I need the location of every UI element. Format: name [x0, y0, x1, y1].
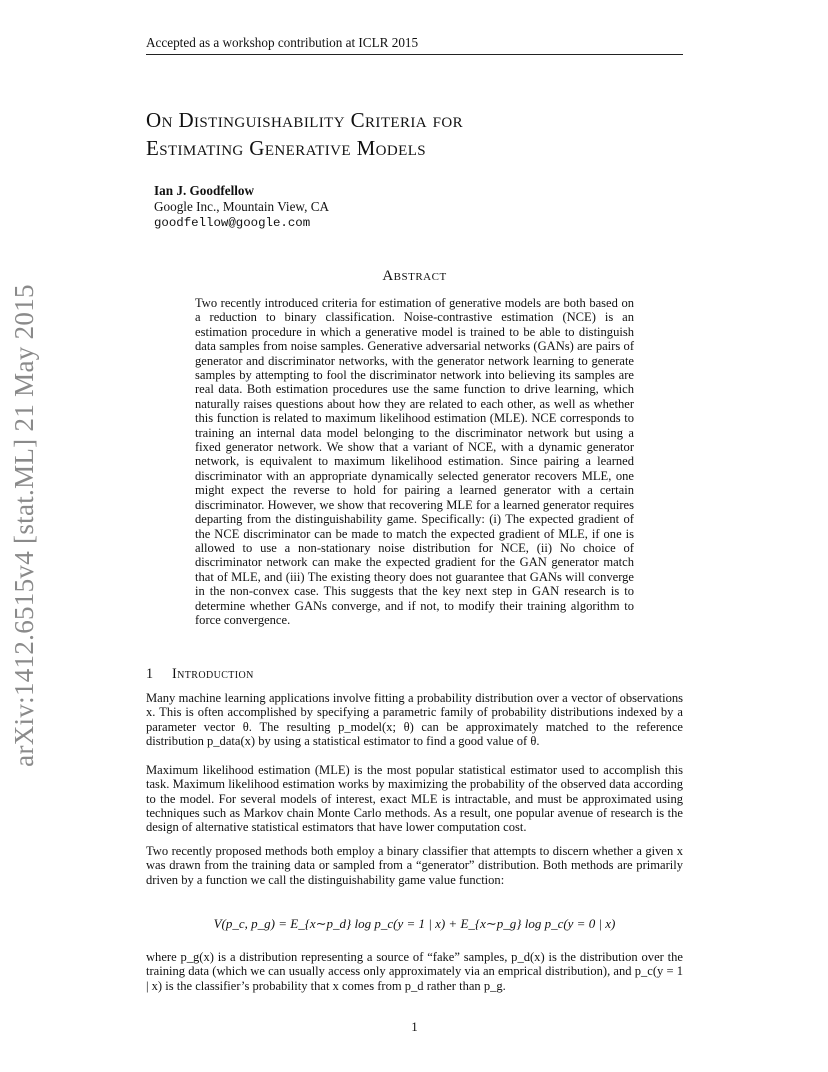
arxiv-identifier-text: arXiv:1412.6515v4 [stat.ML] 21 May 2015	[8, 283, 39, 767]
intro-paragraph-1: Many machine learning applications involve fitting a probability distribution over a vector of observations x. This is often accomplished by specifying a parametric family of probability distributions indexed by a parameter vector θ. The resulting p_model(x; θ) can be approximately matched to the reference distribution p_data(x) by using a statistical estimator to find a good value of θ.	[146, 691, 683, 748]
intro-paragraph-3: Two recently proposed methods both employ a binary classifier that attempts to discern whether a given x was drawn from the training data or sampled from a “generator” distribution. Both methods are primarily driven by a function we call the distinguishability game value function:	[146, 844, 683, 887]
author-name: Ian J. Goodfellow	[154, 183, 255, 198]
section-heading-introduction	[146, 666, 254, 683]
paper-title	[146, 106, 706, 162]
value-function-equation: V(p_c, p_g) = E_{x∼p_d} log p_c(y = 1 | x) + E_{x∼p_g} log p_c(y = 0 | x)	[213, 916, 616, 931]
author-affiliation: Google Inc., Mountain View, CA	[154, 199, 330, 214]
intro-paragraph-4: where p_g(x) is a distribution representing a source of “fake” samples, p_d(x) is the distribution over the training data (which we can usually access only approximately via an emprical distribution), and p_c(y = 1 | x) is the classifier’s probability that x comes from p_d rather than p_g.	[146, 950, 683, 993]
author-email: goodfellow@google.com	[154, 216, 311, 230]
intro-paragraph-2: Maximum likelihood estimation (MLE) is the most popular statistical estimator used to accomplish this task. Maximum likelihood estimation works by maximizing the probability of the observed data according to the model. For several models of interest, exact MLE is intractable, and must be approximated using techniques such as Markov chain Monte Carlo methods. As a result, one popular avenue of research is the design of alternative statistical estimators that have lower computation cost.	[146, 763, 683, 835]
arxiv-identifier-stamp	[2, 280, 46, 770]
author-block	[154, 183, 329, 231]
running-head: Accepted as a workshop contribution at ICLR 2015	[146, 35, 683, 55]
abstract-heading: Abstract	[382, 268, 447, 284]
section-number: 1	[146, 666, 154, 682]
paper-title-line-1: On Distinguishability Criteria for	[146, 108, 464, 132]
section-title: Introduction	[172, 666, 254, 682]
abstract-text: Two recently introduced criteria for estimation of generative models are both based on a reduction to binary classification. Noise-contrastive estimation (NCE) is an estimation procedure in which a generative model is trained to be able to distinguish data samples from noise samples. Generative adversarial networks (GANs) are pairs of generator and discriminator networks, with the generator network learning to generate samples by attempting to fool the discriminator network into believing its samples are real data. Both estimation procedures use the same function to drive learning, which naturally raises questions about how they are related to each other, as well as whether this function is related to maximum likelihood estimation (MLE). NCE corresponds to training an internal data model belonging to the discriminator network but using a fixed generator network. We show that a variant of NCE, with a dynamic generator network, is equivalent to maximum likelihood estimation. Since pairing a learned discriminator with an appropriate dynamically selected generator recovers MLE, one might expect the reverse to hold for pairing a learned generator with a certain discriminator. However, we show that recovering MLE for a learned generator requires departing from the distinguishability game. Specifically: (i) The expected gradient of the NCE discriminator can be made to match the expected gradient of MLE, if one is allowed to use a non-stationary noise distribution for NCE, (ii) No choice of discriminator network can make the expected gradient for the GAN generator match that of MLE, and (iii) The existing theory does not guarantee that GANs will converge in the non-convex case. This suggests that the key next step in GAN research is to determine whether GANs converge, and if not, to modify their training algorithm to force convergence.	[195, 296, 634, 627]
paper-title-line-2: Estimating Generative Models	[146, 136, 427, 160]
page-number: 1	[411, 1019, 418, 1034]
